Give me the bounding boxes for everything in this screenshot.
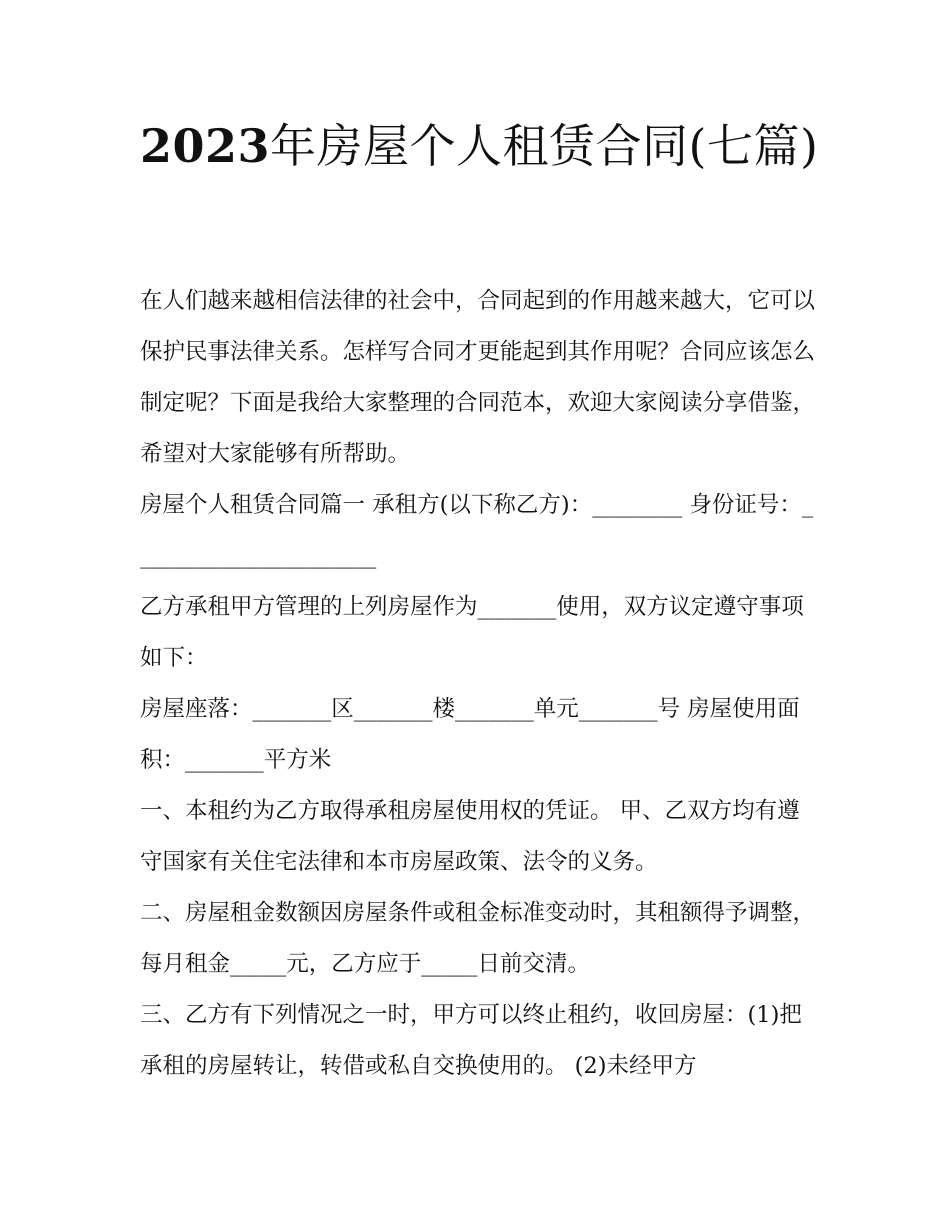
document-title bbox=[140, 108, 820, 184]
title-text: 年房屋个人租赁合同(七篇) bbox=[270, 119, 819, 173]
clause-2-paragraph: 二、房屋租金数额因房屋条件或租金标准变动时，其租额得予调整，每月租金_____元，乙方应于_____日前交清。 bbox=[140, 900, 816, 977]
intro-paragraph: 在人们越来越相信法律的社会中，合同起到的作用越来越大，它可以保护民事法律关系。怎样写合同才更能起到其作用呢？合同应该怎么制定呢？下面是我给大家整理的合同范本，欢迎大家阅读分享借鉴，希望对大家能够有所帮助。 bbox=[140, 288, 816, 467]
clause-3-paragraph: 三、乙方有下列情况之一时，甲方可以终止租约，收回房屋：(1)把承租的房屋转让，转借或私自交换使用的。 (2)未经甲方 bbox=[140, 1002, 802, 1079]
clause-1-paragraph: 一、本租约为乙方取得承租房屋使用权的凭证。 甲、乙双方均有遵守国家有关住宅法律和本市房屋政策、法令的义务。 bbox=[140, 798, 800, 875]
tenant-info-paragraph: 房屋个人租赁合同篇一 承租方(以下称乙方)：________ 身份证号：______________________ bbox=[140, 492, 814, 569]
title-year: 2023 bbox=[140, 119, 271, 173]
location-paragraph: 房屋座落：_______区_______楼_______单元_______号 房屋使用面积：_______平方米 bbox=[140, 696, 800, 773]
usage-paragraph: 乙方承租甲方管理的上列房屋作为_______使用，双方议定遵守事项如下： bbox=[140, 594, 804, 671]
document-body bbox=[140, 276, 820, 1092]
